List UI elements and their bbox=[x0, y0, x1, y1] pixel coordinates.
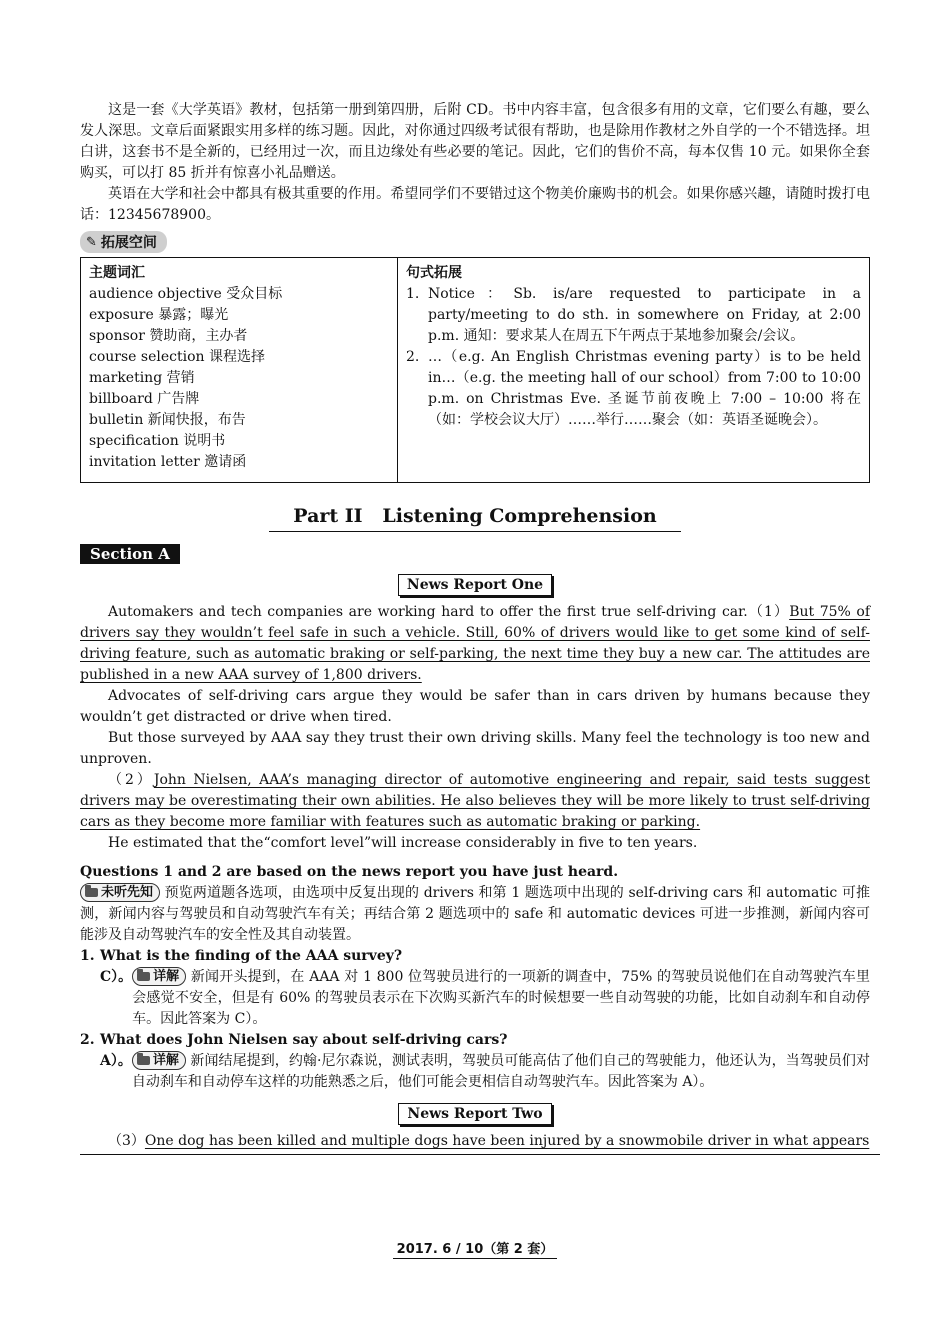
report-one-paragraph-3: But those surveyed by AAA say they trust their own driving skills. Many feel the technology is too new and unproven. bbox=[80, 730, 870, 767]
preview-text: 预览两道题各选项，由选项中反复出现的 drivers 和第 1 题选项中出现的 self-driving cars 和 automatic 可推测，新闻内容与驾驶员和自动驾驶汽车有关；再结合第 2 题选项中的 safe 和 automatic devices 可进一步推测，新闻内容可能涉及自动驾驶汽车的安全性及其自动装置。 bbox=[80, 885, 870, 943]
report-one-paragraph-5: He estimated that the“comfort level”will increase considerably in five to ten years. bbox=[108, 835, 698, 851]
vocab-heading: 主题词汇 bbox=[89, 265, 145, 281]
report-one-p1-prefix: Automakers and tech companies are working hard to offer the first true self-driving car.（1） bbox=[108, 604, 790, 620]
answer-explanation bbox=[132, 1051, 870, 1093]
question-2 bbox=[80, 1030, 870, 1051]
patterns-heading: 句式拓展 bbox=[406, 265, 462, 281]
ad-paragraph-1: 这是一套《大学英语》教材，包括第一册到第四册，后附 CD。书中内容丰富，包含很多有用的文章，它们要么有趣，要么发人深思。文章后面紧跟实用多样的练习题。因此，对你通过四级考试很有帮助，也是除用作教材之外自学的一个不错选择。坦白讲，这套书不是全新的，已经用过一次，而且边缘处有些必要的笔记。因此，它们的售价不高，每本仅售 10 元。如果你全套购买，可以打 85 折并有惊喜小礼品赠送。 bbox=[80, 102, 870, 181]
report-one-title bbox=[80, 574, 870, 596]
footer-text: 2017. 6 / 10（第 2 套） bbox=[393, 1242, 558, 1259]
explanation-tag-label: 详解 bbox=[153, 969, 180, 984]
question-text: What is the finding of the AAA survey? bbox=[100, 948, 403, 964]
report-one-p4-prefix: （2） bbox=[108, 772, 154, 788]
answer-key: A）。 bbox=[100, 1053, 132, 1069]
preview-paragraph bbox=[80, 883, 870, 946]
extension-tag bbox=[80, 231, 167, 253]
explanation-tag bbox=[132, 1051, 186, 1070]
extension-table bbox=[80, 257, 870, 483]
patterns-column bbox=[398, 258, 869, 482]
vocab-item: audience objective 受众目标 bbox=[89, 286, 283, 302]
page-footer bbox=[0, 1238, 950, 1257]
vocab-item: specification 说明书 bbox=[89, 433, 226, 449]
vocab-item: bulletin 新闻快报，布告 bbox=[89, 412, 246, 428]
folder-icon bbox=[137, 1056, 150, 1065]
vocab-item: exposure 暴露；曝光 bbox=[89, 307, 229, 323]
report-one-paragraph-4 bbox=[80, 770, 870, 833]
report-two-title bbox=[80, 1103, 870, 1125]
part-title bbox=[80, 505, 870, 532]
question-number: 2. bbox=[80, 1032, 95, 1048]
pencil-icon: ✎ bbox=[86, 234, 97, 250]
part-title-text: Part II Listening Comprehension bbox=[269, 505, 680, 532]
pattern-item bbox=[406, 347, 861, 431]
vocab-item: sponsor 赞助商，主办者 bbox=[89, 328, 248, 344]
report-two-title-text: News Report Two bbox=[398, 1103, 551, 1125]
explanation-tag-label: 详解 bbox=[152, 1053, 179, 1068]
vocab-item: marketing 营销 bbox=[89, 370, 195, 386]
section-label: Section A bbox=[80, 544, 180, 564]
vocab-column bbox=[81, 258, 398, 482]
page-content bbox=[80, 100, 870, 1155]
folder-icon bbox=[85, 888, 98, 897]
preview-tag bbox=[80, 883, 160, 902]
pattern-number: 2. bbox=[406, 349, 420, 365]
ad-paragraph-2: 英语在大学和社会中都具有极其重要的作用。希望同学们不要错过这个物美价廉购书的机会。如果你感兴趣，请随时拨打电话：12345678900。 bbox=[80, 186, 870, 223]
explanation-text: 新闻开头提到，在 AAA 对 1 800 位驾驶员进行的一项新的调查中，75% 的驾驶员说他们在自动驾驶汽车里会感觉不安全，但是有 60% 的驾驶员表示在下次购买新汽车的时候想要一些自动驾驶的功能，比如自动刹车和自动停车。因此答案为 C）。 bbox=[132, 969, 871, 1027]
report-one-paragraph-1 bbox=[80, 602, 870, 686]
question-text: What does John Nielsen say about self-driving cars? bbox=[100, 1032, 508, 1048]
vocab-item: course selection 课程选择 bbox=[89, 349, 265, 365]
report-two-paragraph-1 bbox=[80, 1131, 870, 1152]
bottom-rule bbox=[80, 1154, 880, 1155]
preview-tag-label: 未听先知 bbox=[101, 885, 154, 900]
question-1 bbox=[80, 946, 870, 967]
explanation-tag bbox=[132, 967, 186, 986]
pattern-number: 1. bbox=[406, 286, 420, 302]
answer-key: C）。 bbox=[100, 969, 133, 985]
folder-icon bbox=[137, 972, 150, 981]
report-one-p1-underlined: But 75% of drivers say they wouldn’t feel safe in such a vehicle. Still, 60% of drivers would like to get some kind of self-driving feature, such as automatic braking or self-parking, the next time they buy a new car. The attitudes are published in a new AAA survey of 1,800 drivers. bbox=[80, 604, 871, 683]
vocab-item: billboard 广告牌 bbox=[89, 391, 200, 407]
vocab-list bbox=[89, 284, 389, 473]
report-one-title-text: News Report One bbox=[398, 574, 552, 596]
pattern-text: …（e.g. An English Christmas evening party）is to be held in…（e.g. the meeting hall of our school）from 7:00 to 10:00 p.m. on Christmas Eve. 圣诞节前夜晚上 7:00 – 10:00 将在（如：学校会议大厅）……举行……聚会（如：英语圣诞晚会）。 bbox=[428, 349, 861, 428]
question-number: 1. bbox=[80, 948, 95, 964]
questions-heading: Questions 1 and 2 are based on the news report you have just heard. bbox=[80, 864, 619, 880]
report-one-p4-underlined: John Nielsen, AAA’s managing director of automotive engineering and repair, said tests suggest drivers may be overestimating their own abilities. He also believes they will be more likely to trust self-driving cars as they become more familiar with features such as automatic braking or parking. bbox=[80, 772, 870, 830]
answer-1 bbox=[80, 967, 870, 1030]
pattern-item bbox=[406, 284, 861, 347]
extension-tag-label: 拓展空间 bbox=[100, 235, 157, 251]
report-two-p1-prefix: （3） bbox=[108, 1133, 145, 1149]
answer-explanation bbox=[132, 967, 870, 1030]
vocab-item: invitation letter 邀请函 bbox=[89, 454, 247, 470]
report-one-paragraph-2: Advocates of self-driving cars argue they would be safer than in cars driven by humans because they wouldn’t get distracted or drive when tired. bbox=[80, 688, 870, 725]
pattern-text: Notice：Sb. is/are requested to participate in a party/meeting to do sth. in somewhere on Friday, at 2:00 p.m. 通知：要求某人在周五下午两点于某地参加聚会/会议。 bbox=[428, 286, 861, 344]
answer-2 bbox=[80, 1051, 870, 1093]
report-two-p1-underlined: One dog has been killed and multiple dogs have been injured by a snowmobile driver in what appears bbox=[144, 1133, 870, 1149]
explanation-text: 新闻结尾提到，约翰·尼尔森说，测试表明，驾驶员可能高估了他们自己的驾驶能力，他还认为，当驾驶员们对自动刹车和自动停车这样的功能熟悉之后，他们可能会更相信自动驾驶汽车。因此答案为 A）。 bbox=[131, 1053, 870, 1090]
